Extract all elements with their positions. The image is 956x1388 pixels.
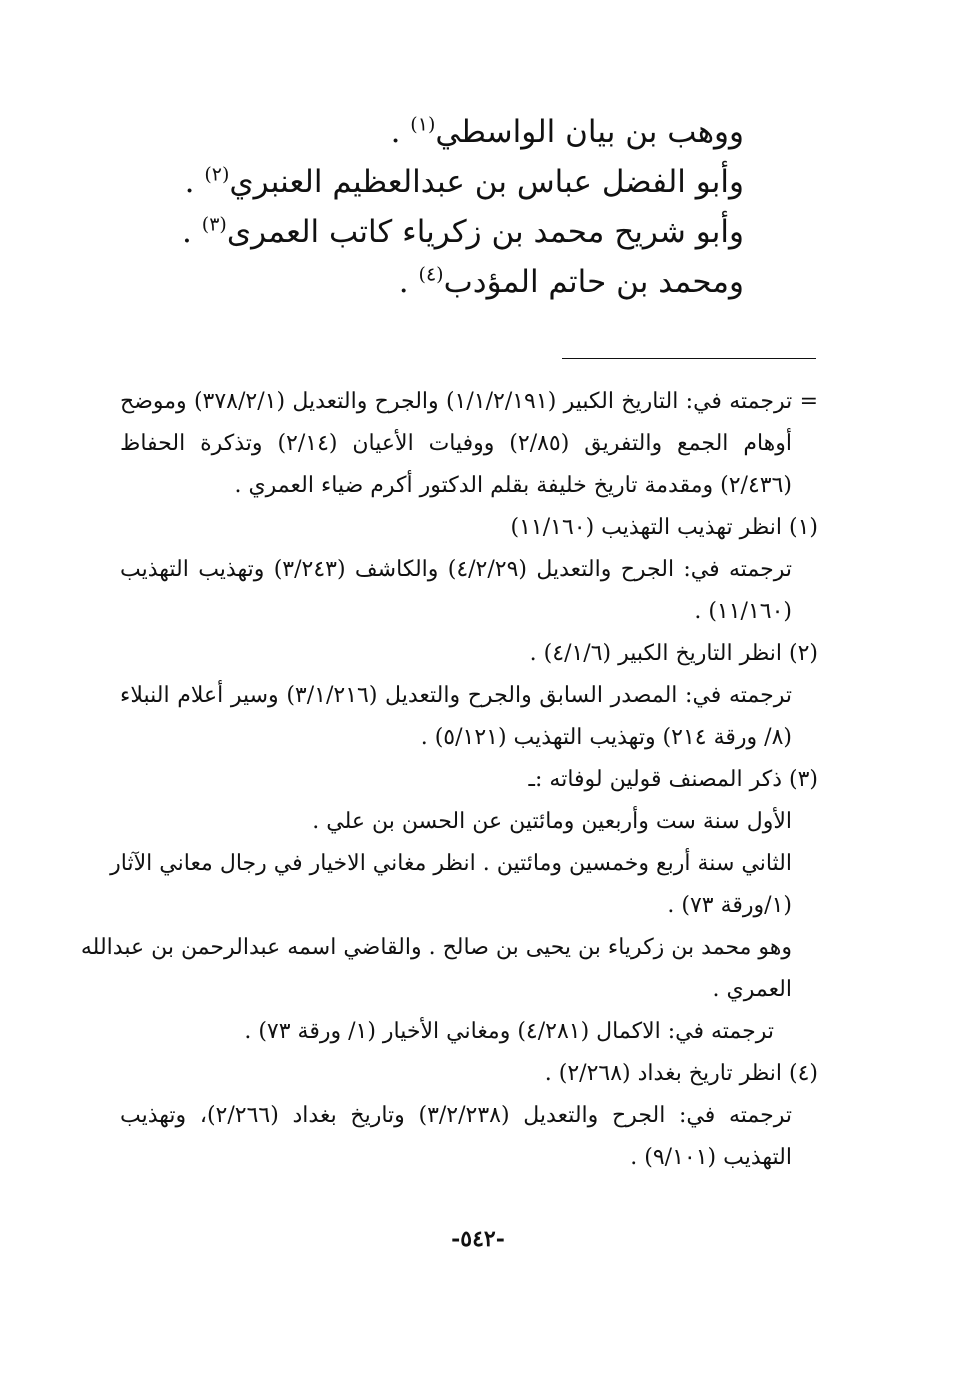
footnote-line: وهو محمد بن زكرياء بن يحيى بن صالح . والقاضي اسمه عبدالرحمن بن عبدالله [80,935,792,960]
main-text-line-text: ومحمد بن حاتم المؤدب [443,264,744,300]
main-text-line [184,207,744,257]
main-text-line-text: ووهب بن بيان الواسطي [435,114,744,150]
page-number: -٥٤٢- [451,1226,505,1252]
main-text-line-text: وأبو شريح محمد بن زكرياء كاتب العمرى [226,214,744,250]
footnote-line: ترجمته في: الاكمال (٤/٢٨١) ومغاني الأخيار (١/ ورقة ٧٣) . [244,1019,774,1044]
line-end-punctuation: . [398,264,409,300]
main-text-block [184,107,744,307]
footnote-line: ترجمته في: المصدر السابق والجرح والتعديل (٣/١/٢١٦) وسير أعلام النبلاء [120,683,792,708]
main-text-line-text: وأبو الفضل عباس بن عبدالعظيم العنبري [229,164,744,200]
footnote-line: التهذيب (٩/١٠١) . [630,1145,792,1170]
footnote-line: أوهام الجمع والتفريق (٢/٨٥) ووفيات الأعيان (٢/١٤) وتذكرة الحفاظ [120,431,792,456]
main-text-line [184,257,744,307]
footnote-marker: (٤) [418,263,444,286]
footnote-line: = ترجمته في: التاريخ الكبير (١/١/٢/١٩١) والجرح والتعديل (٣٧٨/٢/١) وموضح [120,389,818,414]
footnote-line: العمري . [712,977,792,1002]
footnote-line: (١١/١٦٠) . [694,599,792,624]
footnotes-block [80,381,818,1179]
line-end-punctuation: . [184,164,195,200]
footnote-marker: (٣) [201,213,227,236]
line-end-punctuation: . [182,214,192,250]
footnote-line: ترجمته في: الجرح والتعديل (٤/٢/٢٩) والكاشف (٣/٢٤٣) وتهذيب التهذيب [120,557,793,582]
footnote-marker: (٢) [204,163,230,186]
footnote-marker: (١) [410,113,436,136]
footnote-separator-rule [562,358,816,359]
footnote-line: ترجمته في: الجرح والتعديل (٣/٢/٢٣٨) وتاريخ بغداد (٢/٢٦٦)، وتهذيب [120,1103,792,1128]
footnote-line: (٣) ذكر المصنف قولين لوفاته :ـ [528,767,818,792]
main-text-line [184,107,744,157]
main-text-line [184,157,744,207]
line-end-punctuation: . [390,114,401,150]
footnote-line: (٢/٤٣٦) ومقدمة تاريخ خليفة بقلم الدكتور أكرم ضياء العمري . [234,473,792,498]
footnote-line: (٨/ ورقة ٢١٤) وتهذيب التهذيب (٥/١٢١) . [420,725,792,750]
footnote-line: (١/ورقة ٧٣) . [667,893,792,918]
footnote-line: (٤) انظر تاريخ بغداد (٢/٢٦٨) . [544,1061,818,1086]
footnote-line: الأول سنة ست وأربعين ومائتين عن الحسن بن علي . [312,809,792,834]
footnote-line: (١) انظر تهذيب التهذيب (١١/١٦٠) [510,515,818,540]
footnote-line: (٢) انظر التاريخ الكبير (٤/١/٦) . [529,641,818,666]
footnote-line: الثاني سنة أربع وخمسين ومائتين . انظر مغاني الاخيار في رجال معاني الآثار [110,851,792,876]
